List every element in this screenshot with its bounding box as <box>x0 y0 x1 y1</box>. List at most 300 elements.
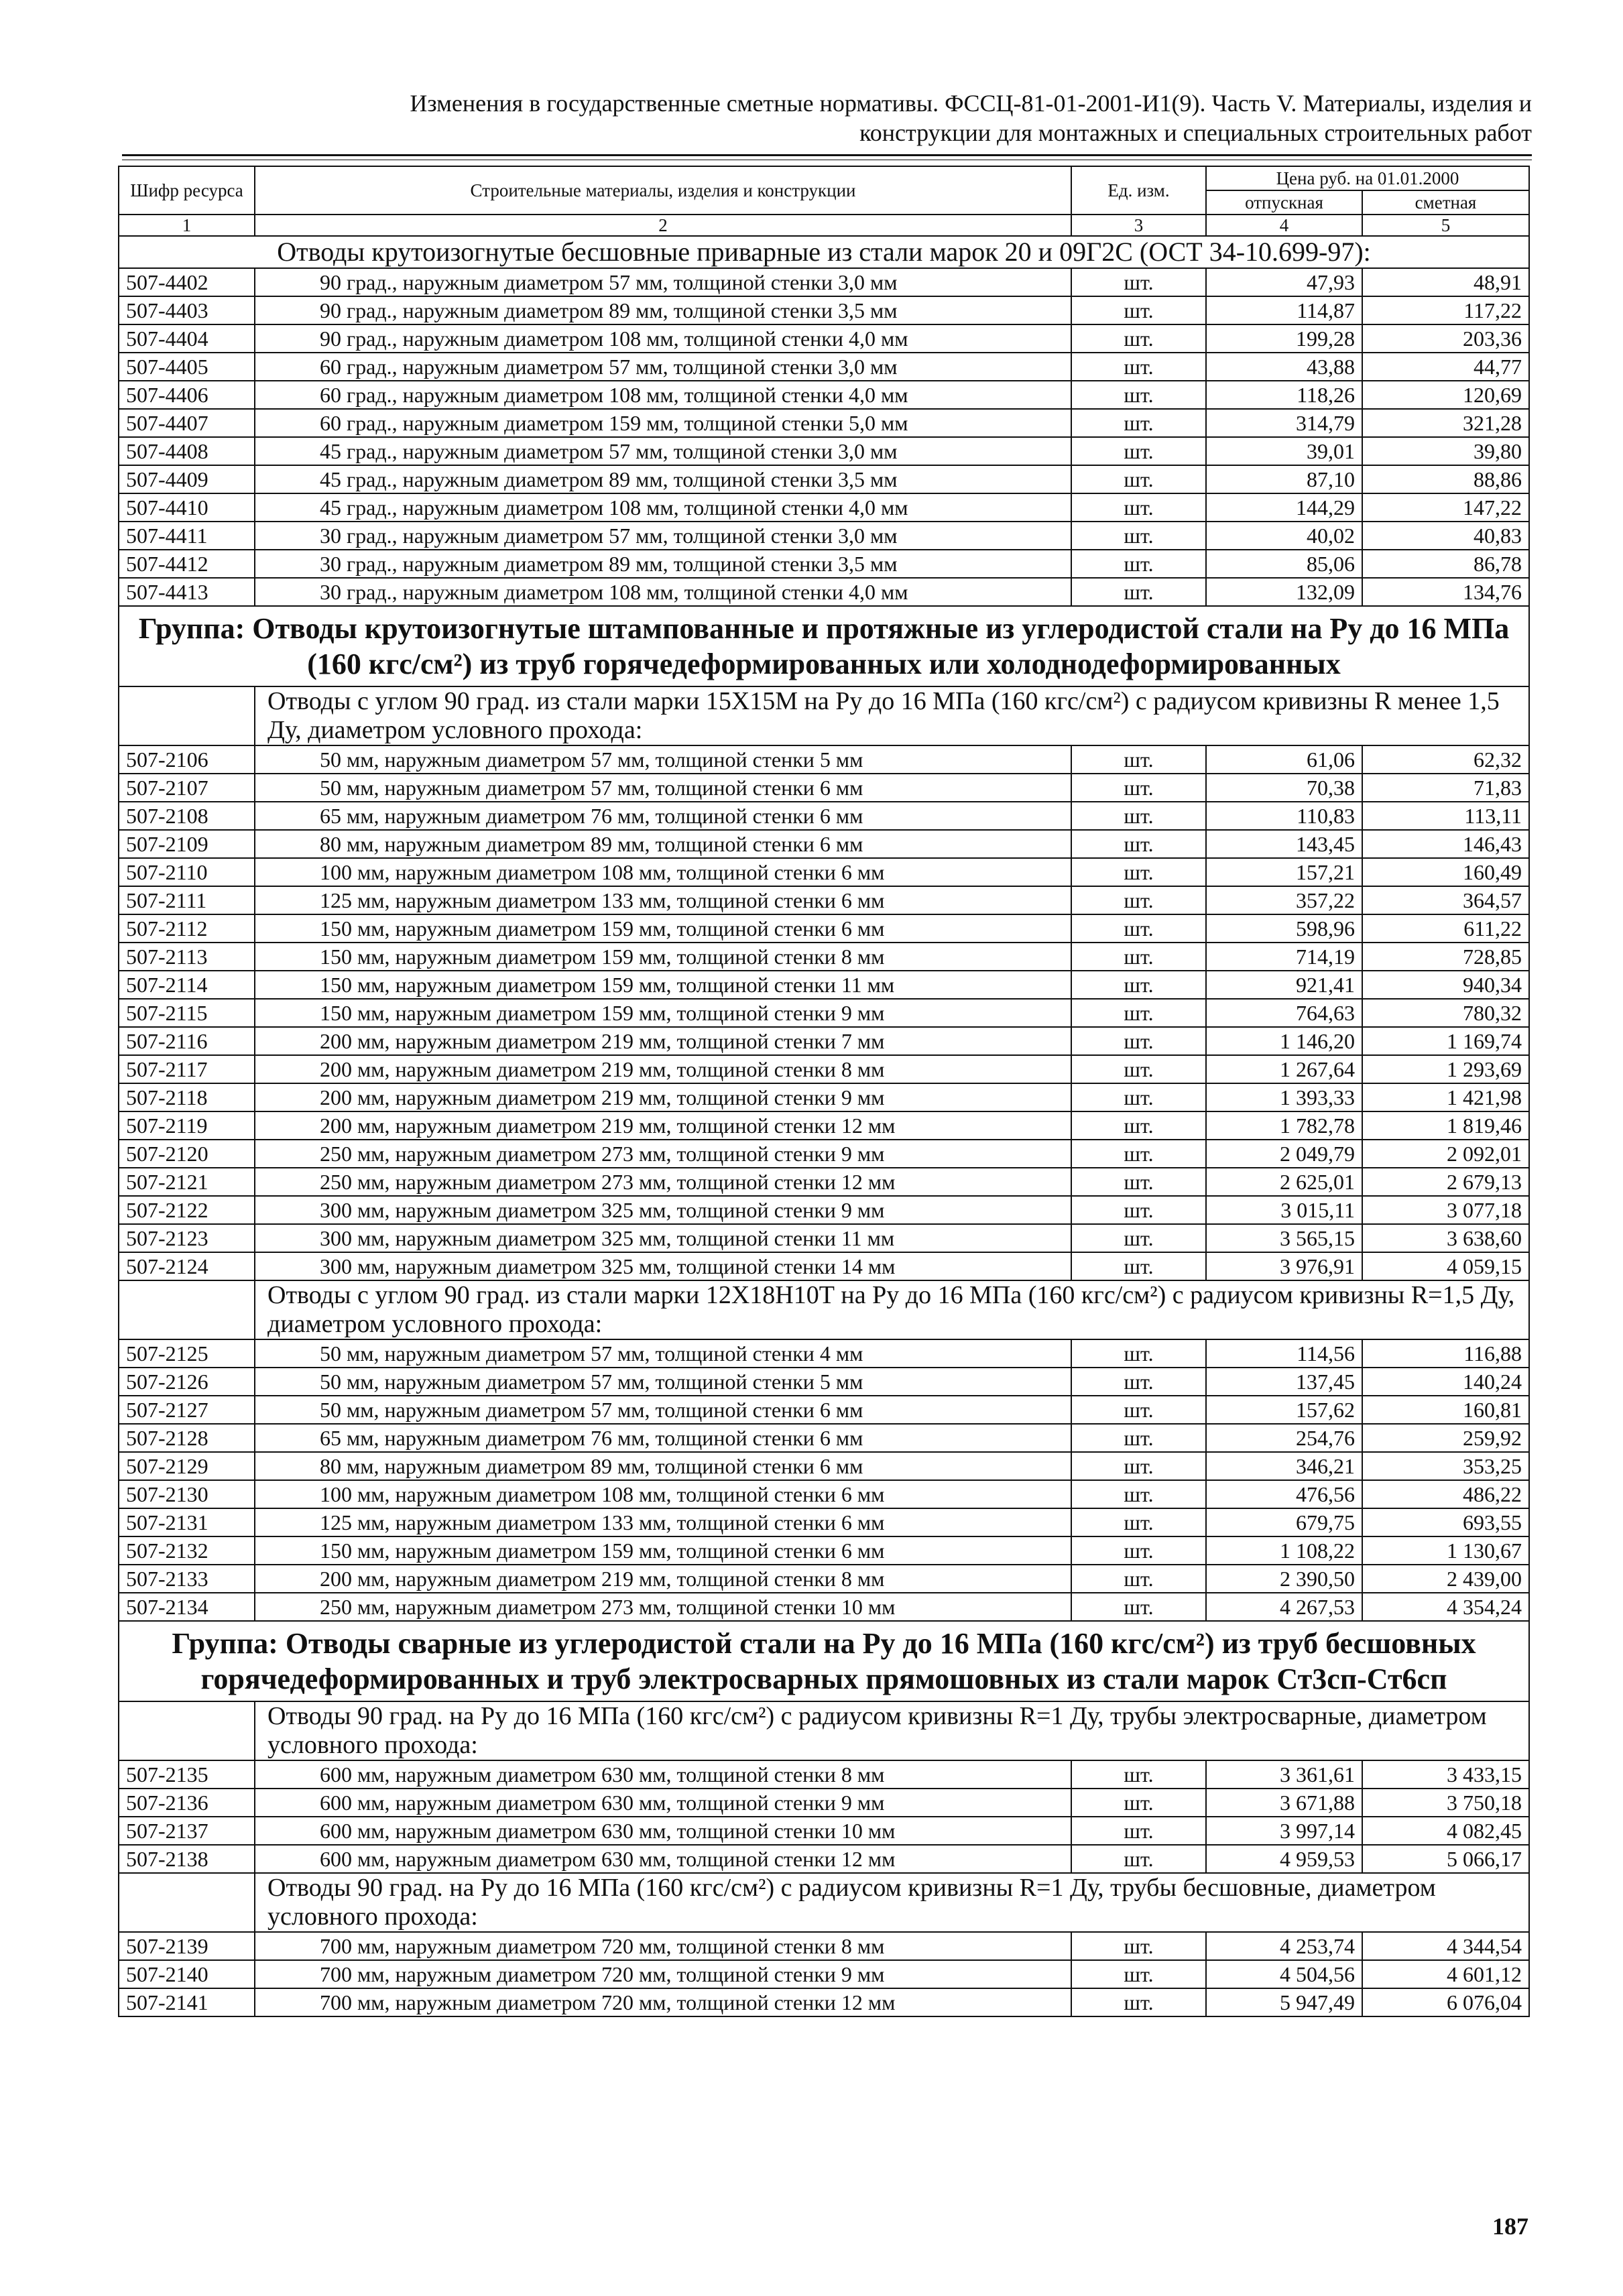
cell-release-price: 679,75 <box>1206 1508 1362 1536</box>
table-row <box>119 1339 1529 1368</box>
cell-name: 600 мм, наружным диаметром 630 мм, толщиной стенки 12 мм <box>255 1845 1071 1873</box>
cell-code: 507-2139 <box>119 1932 255 1960</box>
cell-code: 507-2118 <box>119 1083 255 1111</box>
cell-name: 200 мм, наружным диаметром 219 мм, толщиной стенки 8 мм <box>255 1055 1071 1083</box>
cell-release-price: 61,06 <box>1206 745 1362 774</box>
table-row <box>119 1424 1529 1452</box>
cell-unit: шт. <box>1071 1252 1206 1280</box>
cell-code: 507-2113 <box>119 943 255 971</box>
table-body <box>119 236 1529 2016</box>
cell-code: 507-2137 <box>119 1817 255 1845</box>
cell-unit: шт. <box>1071 437 1206 465</box>
cell-unit: шт. <box>1071 1111 1206 1140</box>
col-header-name: Строительные материалы, изделия и конструкции <box>255 166 1071 215</box>
cell-name: 90 град., наружным диаметром 108 мм, толщиной стенки 4,0 мм <box>255 324 1071 353</box>
subsection-row <box>119 1873 1529 1932</box>
cell-unit: шт. <box>1071 296 1206 324</box>
table-row <box>119 886 1529 914</box>
cell-name: 250 мм, наружным диаметром 273 мм, толщиной стенки 10 мм <box>255 1593 1071 1621</box>
cell-estimate-price: 2 092,01 <box>1362 1140 1529 1168</box>
cell-code: 507-4402 <box>119 268 255 296</box>
cell-estimate-price: 486,22 <box>1362 1480 1529 1508</box>
cell-estimate-price: 3 433,15 <box>1362 1760 1529 1789</box>
cell-estimate-price: 364,57 <box>1362 886 1529 914</box>
cell-estimate-price: 116,88 <box>1362 1339 1529 1368</box>
cell-unit: шт. <box>1071 1083 1206 1111</box>
cell-unit: шт. <box>1071 1988 1206 2016</box>
cell-code: 507-2124 <box>119 1252 255 1280</box>
cell-code: 507-2128 <box>119 1424 255 1452</box>
subsection-heading: Отводы с углом 90 град. из стали марки 15Х15М на Ру до 16 МПа (160 кгс/см²) с радиусом кривизны R менее 1,5 Ду, диаметром условного прохода: <box>255 686 1529 745</box>
cell-code: 507-4410 <box>119 493 255 522</box>
cell-estimate-price: 62,32 <box>1362 745 1529 774</box>
table-row <box>119 1368 1529 1396</box>
cell-release-price: 114,56 <box>1206 1339 1362 1368</box>
table-row <box>119 1452 1529 1480</box>
table-row <box>119 268 1529 296</box>
cell-unit: шт. <box>1071 1168 1206 1196</box>
cell-release-price: 199,28 <box>1206 324 1362 353</box>
group-heading: Группа: Отводы крутоизогнутые штампованные и протяжные из углеродистой стали на Ру до 16 МПа (160 кгс/см²) из труб горячедеформированных или холоднодеформированных <box>119 606 1529 686</box>
cell-release-price: 144,29 <box>1206 493 1362 522</box>
cell-code: 507-2133 <box>119 1565 255 1593</box>
group-row <box>119 1621 1529 1701</box>
cell-estimate-price: 321,28 <box>1362 409 1529 437</box>
cell-release-price: 157,62 <box>1206 1396 1362 1424</box>
empty-code-cell <box>119 686 255 745</box>
cell-release-price: 3 997,14 <box>1206 1817 1362 1845</box>
table-row <box>119 1140 1529 1168</box>
document-header <box>114 88 1532 147</box>
cell-unit: шт. <box>1071 774 1206 802</box>
cell-name: 50 мм, наружным диаметром 57 мм, толщиной стенки 4 мм <box>255 1339 1071 1368</box>
cell-unit: шт. <box>1071 943 1206 971</box>
subsection-heading: Отводы 90 град. на Ру до 16 МПа (160 кгс/см²) с радиусом кривизны R=1 Ду, трубы бесшовные, диаметром условного прохода: <box>255 1873 1529 1932</box>
col-number: 1 <box>119 215 255 236</box>
cell-unit: шт. <box>1071 1817 1206 1845</box>
subsection-heading: Отводы с углом 90 град. из стали марки 12Х18Н10Т на Ру до 16 МПа (160 кгс/см²) с радиусом кривизны R=1,5 Ду, диаметром условного прохода: <box>255 1280 1529 1339</box>
table-row <box>119 1565 1529 1593</box>
cell-name: 150 мм, наружным диаметром 159 мм, толщиной стенки 8 мм <box>255 943 1071 971</box>
group-heading: Группа: Отводы сварные из углеродистой стали на Ру до 16 МПа (160 кгс/см²) из труб бесшовных горячедеформированных и труб электросварных прямошовных из стали марок Ст3сп-Ст6сп <box>119 1621 1529 1701</box>
cell-code: 507-2127 <box>119 1396 255 1424</box>
col-header-code: Шифр ресурса <box>119 166 255 215</box>
cell-code: 507-4405 <box>119 353 255 381</box>
cell-release-price: 3 015,11 <box>1206 1196 1362 1224</box>
cell-name: 50 мм, наружным диаметром 57 мм, толщиной стенки 6 мм <box>255 774 1071 802</box>
cell-unit: шт. <box>1071 1396 1206 1424</box>
cell-name: 300 мм, наружным диаметром 325 мм, толщиной стенки 9 мм <box>255 1196 1071 1224</box>
table-row <box>119 1817 1529 1845</box>
col-header-estimate: сметная <box>1362 190 1529 215</box>
cell-release-price: 110,83 <box>1206 802 1362 830</box>
cell-unit: шт. <box>1071 745 1206 774</box>
cell-name: 45 град., наружным диаметром 108 мм, толщиной стенки 4,0 мм <box>255 493 1071 522</box>
table-row <box>119 1960 1529 1988</box>
col-header-price: Цена руб. на 01.01.2000 <box>1206 166 1529 190</box>
cell-release-price: 87,10 <box>1206 465 1362 493</box>
cell-name: 45 град., наружным диаметром 57 мм, толщиной стенки 3,0 мм <box>255 437 1071 465</box>
cell-name: 300 мм, наружным диаметром 325 мм, толщиной стенки 11 мм <box>255 1224 1071 1252</box>
cell-code: 507-4411 <box>119 522 255 550</box>
header-line-2: конструкции для монтажных и специальных строительных работ <box>859 119 1532 146</box>
cell-release-price: 3 671,88 <box>1206 1789 1362 1817</box>
cell-name: 30 град., наружным диаметром 57 мм, толщиной стенки 3,0 мм <box>255 522 1071 550</box>
cell-code: 507-2119 <box>119 1111 255 1140</box>
table-row <box>119 550 1529 578</box>
cell-unit: шт. <box>1071 1536 1206 1565</box>
cell-unit: шт. <box>1071 522 1206 550</box>
table-row <box>119 1168 1529 1196</box>
cell-release-price: 118,26 <box>1206 381 1362 409</box>
cell-unit: шт. <box>1071 1932 1206 1960</box>
table-row <box>119 381 1529 409</box>
cell-release-price: 70,38 <box>1206 774 1362 802</box>
col-number: 2 <box>255 215 1071 236</box>
cell-estimate-price: 3 750,18 <box>1362 1789 1529 1817</box>
cell-estimate-price: 1 421,98 <box>1362 1083 1529 1111</box>
cell-name: 250 мм, наружным диаметром 273 мм, толщиной стенки 9 мм <box>255 1140 1071 1168</box>
cell-unit: шт. <box>1071 268 1206 296</box>
table-row <box>119 1845 1529 1873</box>
cell-name: 45 град., наружным диаметром 89 мм, толщиной стенки 3,5 мм <box>255 465 1071 493</box>
cell-release-price: 921,41 <box>1206 971 1362 999</box>
cell-release-price: 157,21 <box>1206 858 1362 886</box>
group-row <box>119 606 1529 686</box>
cell-name: 50 мм, наружным диаметром 57 мм, толщиной стенки 5 мм <box>255 745 1071 774</box>
cell-name: 65 мм, наружным диаметром 76 мм, толщиной стенки 6 мм <box>255 1424 1071 1452</box>
cell-name: 200 мм, наружным диаметром 219 мм, толщиной стенки 9 мм <box>255 1083 1071 1111</box>
cell-estimate-price: 1 169,74 <box>1362 1027 1529 1055</box>
cell-code: 507-4403 <box>119 296 255 324</box>
table-row <box>119 1508 1529 1536</box>
table-row <box>119 1111 1529 1140</box>
table-row <box>119 324 1529 353</box>
cell-name: 250 мм, наружным диаметром 273 мм, толщиной стенки 12 мм <box>255 1168 1071 1196</box>
cell-unit: шт. <box>1071 550 1206 578</box>
cell-release-price: 3 361,61 <box>1206 1760 1362 1789</box>
cell-name: 600 мм, наружным диаметром 630 мм, толщиной стенки 9 мм <box>255 1789 1071 1817</box>
cell-release-price: 4 504,56 <box>1206 1960 1362 1988</box>
cell-estimate-price: 71,83 <box>1362 774 1529 802</box>
table-row <box>119 1593 1529 1621</box>
table-row <box>119 745 1529 774</box>
cell-unit: шт. <box>1071 1027 1206 1055</box>
cell-estimate-price: 40,83 <box>1362 522 1529 550</box>
cell-name: 30 град., наружным диаметром 108 мм, толщиной стенки 4,0 мм <box>255 578 1071 606</box>
cell-unit: шт. <box>1071 409 1206 437</box>
cell-unit: шт. <box>1071 1368 1206 1396</box>
cell-code: 507-2111 <box>119 886 255 914</box>
cell-code: 507-2130 <box>119 1480 255 1508</box>
table-row <box>119 1027 1529 1055</box>
table-row <box>119 522 1529 550</box>
cell-name: 600 мм, наружным диаметром 630 мм, толщиной стенки 8 мм <box>255 1760 1071 1789</box>
cell-release-price: 1 393,33 <box>1206 1083 1362 1111</box>
cell-unit: шт. <box>1071 999 1206 1027</box>
cell-estimate-price: 88,86 <box>1362 465 1529 493</box>
cell-estimate-price: 3 638,60 <box>1362 1224 1529 1252</box>
cell-estimate-price: 2 679,13 <box>1362 1168 1529 1196</box>
empty-code-cell <box>119 1701 255 1760</box>
cell-code: 507-4412 <box>119 550 255 578</box>
cell-release-price: 2 390,50 <box>1206 1565 1362 1593</box>
table-row <box>119 1789 1529 1817</box>
cell-estimate-price: 780,32 <box>1362 999 1529 1027</box>
cell-estimate-price: 1 130,67 <box>1362 1536 1529 1565</box>
cell-release-price: 2 049,79 <box>1206 1140 1362 1168</box>
cell-name: 80 мм, наружным диаметром 89 мм, толщиной стенки 6 мм <box>255 1452 1071 1480</box>
cell-name: 30 град., наружным диаметром 89 мм, толщиной стенки 3,5 мм <box>255 550 1071 578</box>
cell-code: 507-2106 <box>119 745 255 774</box>
cell-name: 125 мм, наружным диаметром 133 мм, толщиной стенки 6 мм <box>255 886 1071 914</box>
cell-name: 700 мм, наружным диаметром 720 мм, толщиной стенки 8 мм <box>255 1932 1071 1960</box>
cell-release-price: 39,01 <box>1206 437 1362 465</box>
cell-unit: шт. <box>1071 1424 1206 1452</box>
cell-estimate-price: 940,34 <box>1362 971 1529 999</box>
col-header-unit: Ед. изм. <box>1071 166 1206 215</box>
cell-release-price: 47,93 <box>1206 268 1362 296</box>
cell-estimate-price: 4 601,12 <box>1362 1960 1529 1988</box>
cell-release-price: 4 959,53 <box>1206 1845 1362 1873</box>
cell-release-price: 254,76 <box>1206 1424 1362 1452</box>
cell-unit: шт. <box>1071 914 1206 943</box>
header-rule <box>122 154 1532 156</box>
cell-estimate-price: 259,92 <box>1362 1424 1529 1452</box>
table-row <box>119 1536 1529 1565</box>
table-row <box>119 1224 1529 1252</box>
cell-code: 507-2125 <box>119 1339 255 1368</box>
cell-release-price: 85,06 <box>1206 550 1362 578</box>
cell-release-price: 5 947,49 <box>1206 1988 1362 2016</box>
cell-name: 700 мм, наружным диаметром 720 мм, толщиной стенки 9 мм <box>255 1960 1071 1988</box>
table-row <box>119 802 1529 830</box>
table-row <box>119 1055 1529 1083</box>
cell-release-price: 3 976,91 <box>1206 1252 1362 1280</box>
cell-unit: шт. <box>1071 1480 1206 1508</box>
cell-estimate-price: 353,25 <box>1362 1452 1529 1480</box>
cell-estimate-price: 44,77 <box>1362 353 1529 381</box>
cell-release-price: 43,88 <box>1206 353 1362 381</box>
section-row <box>119 236 1529 268</box>
cell-name: 60 град., наружным диаметром 57 мм, толщиной стенки 3,0 мм <box>255 353 1071 381</box>
cell-name: 150 мм, наружным диаметром 159 мм, толщиной стенки 6 мм <box>255 914 1071 943</box>
cell-unit: шт. <box>1071 465 1206 493</box>
table-row <box>119 465 1529 493</box>
cell-release-price: 1 782,78 <box>1206 1111 1362 1140</box>
cell-estimate-price: 1 293,69 <box>1362 1055 1529 1083</box>
cell-release-price: 132,09 <box>1206 578 1362 606</box>
cell-unit: шт. <box>1071 1196 1206 1224</box>
table-row <box>119 1480 1529 1508</box>
table-row <box>119 999 1529 1027</box>
cell-release-price: 476,56 <box>1206 1480 1362 1508</box>
cell-code: 507-2129 <box>119 1452 255 1480</box>
cell-unit: шт. <box>1071 353 1206 381</box>
cell-code: 507-2112 <box>119 914 255 943</box>
cell-code: 507-4408 <box>119 437 255 465</box>
cell-name: 60 град., наружным диаметром 108 мм, толщиной стенки 4,0 мм <box>255 381 1071 409</box>
table-row <box>119 914 1529 943</box>
cell-code: 507-2115 <box>119 999 255 1027</box>
empty-code-cell <box>119 1280 255 1339</box>
table-row <box>119 1252 1529 1280</box>
cell-name: 80 мм, наружным диаметром 89 мм, толщиной стенки 6 мм <box>255 830 1071 858</box>
cell-estimate-price: 3 077,18 <box>1362 1196 1529 1224</box>
cell-estimate-price: 4 354,24 <box>1362 1593 1529 1621</box>
cell-release-price: 3 565,15 <box>1206 1224 1362 1252</box>
subsection-row <box>119 686 1529 745</box>
cell-unit: шт. <box>1071 578 1206 606</box>
col-header-release: отпускная <box>1206 190 1362 215</box>
cell-unit: шт. <box>1071 1760 1206 1789</box>
cell-code: 507-2109 <box>119 830 255 858</box>
cell-unit: шт. <box>1071 1960 1206 1988</box>
cell-release-price: 714,19 <box>1206 943 1362 971</box>
cell-code: 507-2141 <box>119 1988 255 2016</box>
cell-unit: шт. <box>1071 1224 1206 1252</box>
cell-estimate-price: 4 344,54 <box>1362 1932 1529 1960</box>
cell-name: 200 мм, наружным диаметром 219 мм, толщиной стенки 12 мм <box>255 1111 1071 1140</box>
cell-estimate-price: 48,91 <box>1362 268 1529 296</box>
cell-release-price: 2 625,01 <box>1206 1168 1362 1196</box>
cell-name: 90 град., наружным диаметром 57 мм, толщиной стенки 3,0 мм <box>255 268 1071 296</box>
cell-unit: шт. <box>1071 858 1206 886</box>
cell-code: 507-2117 <box>119 1055 255 1083</box>
cell-name: 150 мм, наружным диаметром 159 мм, толщиной стенки 11 мм <box>255 971 1071 999</box>
cell-code: 507-4407 <box>119 409 255 437</box>
cell-code: 507-2135 <box>119 1760 255 1789</box>
cell-release-price: 4 253,74 <box>1206 1932 1362 1960</box>
cell-code: 507-2121 <box>119 1168 255 1196</box>
cell-unit: шт. <box>1071 1845 1206 1873</box>
col-number: 3 <box>1071 215 1206 236</box>
cell-estimate-price: 1 819,46 <box>1362 1111 1529 1140</box>
cell-name: 100 мм, наружным диаметром 108 мм, толщиной стенки 6 мм <box>255 858 1071 886</box>
empty-code-cell <box>119 1873 255 1932</box>
cell-release-price: 143,45 <box>1206 830 1362 858</box>
cell-code: 507-2107 <box>119 774 255 802</box>
cell-name: 125 мм, наружным диаметром 133 мм, толщиной стенки 6 мм <box>255 1508 1071 1536</box>
table-row <box>119 774 1529 802</box>
cell-code: 507-2123 <box>119 1224 255 1252</box>
col-number: 5 <box>1362 215 1529 236</box>
cell-name: 300 мм, наружным диаметром 325 мм, толщиной стенки 14 мм <box>255 1252 1071 1280</box>
cell-code: 507-2120 <box>119 1140 255 1168</box>
cell-name: 150 мм, наружным диаметром 159 мм, толщиной стенки 9 мм <box>255 999 1071 1027</box>
cell-release-price: 346,21 <box>1206 1452 1362 1480</box>
header-line-1: Изменения в государственные сметные нормативы. ФССЦ-81-01-2001-И1(9). Часть V. Материалы, изделия и <box>410 90 1532 117</box>
cell-code: 507-2131 <box>119 1508 255 1536</box>
cell-code: 507-2134 <box>119 1593 255 1621</box>
cell-name: 100 мм, наружным диаметром 108 мм, толщиной стенки 6 мм <box>255 1480 1071 1508</box>
cell-unit: шт. <box>1071 1452 1206 1480</box>
table-row <box>119 1988 1529 2016</box>
cell-unit: шт. <box>1071 886 1206 914</box>
col-number: 4 <box>1206 215 1362 236</box>
cell-unit: шт. <box>1071 1565 1206 1593</box>
cell-code: 507-2110 <box>119 858 255 886</box>
cell-unit: шт. <box>1071 324 1206 353</box>
cell-code: 507-2138 <box>119 1845 255 1873</box>
cell-code: 507-2140 <box>119 1960 255 1988</box>
cell-name: 200 мм, наружным диаметром 219 мм, толщиной стенки 8 мм <box>255 1565 1071 1593</box>
cell-estimate-price: 160,81 <box>1362 1396 1529 1424</box>
cell-estimate-price: 4 059,15 <box>1362 1252 1529 1280</box>
cell-estimate-price: 203,36 <box>1362 324 1529 353</box>
table-row <box>119 1396 1529 1424</box>
cell-release-price: 4 267,53 <box>1206 1593 1362 1621</box>
cell-estimate-price: 6 076,04 <box>1362 1988 1529 2016</box>
cell-code: 507-4409 <box>119 465 255 493</box>
cell-release-price: 40,02 <box>1206 522 1362 550</box>
table-row <box>119 578 1529 606</box>
cell-unit: шт. <box>1071 493 1206 522</box>
cell-estimate-price: 120,69 <box>1362 381 1529 409</box>
cell-release-price: 314,79 <box>1206 409 1362 437</box>
table-row <box>119 830 1529 858</box>
cell-name: 65 мм, наружным диаметром 76 мм, толщиной стенки 6 мм <box>255 802 1071 830</box>
cell-estimate-price: 160,49 <box>1362 858 1529 886</box>
cell-estimate-price: 117,22 <box>1362 296 1529 324</box>
cell-release-price: 114,87 <box>1206 296 1362 324</box>
table-row <box>119 1196 1529 1224</box>
cell-release-price: 764,63 <box>1206 999 1362 1027</box>
cell-release-price: 1 108,22 <box>1206 1536 1362 1565</box>
cell-code: 507-2132 <box>119 1536 255 1565</box>
cell-estimate-price: 2 439,00 <box>1362 1565 1529 1593</box>
cell-name: 60 град., наружным диаметром 159 мм, толщиной стенки 5,0 мм <box>255 409 1071 437</box>
cell-code: 507-4404 <box>119 324 255 353</box>
price-table <box>118 166 1530 2017</box>
cell-name: 600 мм, наружным диаметром 630 мм, толщиной стенки 10 мм <box>255 1817 1071 1845</box>
cell-unit: шт. <box>1071 1055 1206 1083</box>
cell-unit: шт. <box>1071 971 1206 999</box>
table-row <box>119 858 1529 886</box>
cell-code: 507-2126 <box>119 1368 255 1396</box>
cell-unit: шт. <box>1071 1508 1206 1536</box>
cell-name: 150 мм, наружным диаметром 159 мм, толщиной стенки 6 мм <box>255 1536 1071 1565</box>
cell-estimate-price: 728,85 <box>1362 943 1529 971</box>
cell-name: 90 град., наружным диаметром 89 мм, толщиной стенки 3,5 мм <box>255 296 1071 324</box>
cell-code: 507-2122 <box>119 1196 255 1224</box>
subsection-heading: Отводы 90 град. на Ру до 16 МПа (160 кгс/см²) с радиусом кривизны R=1 Ду, трубы электросварные, диаметром условного прохода: <box>255 1701 1529 1760</box>
table-row <box>119 1083 1529 1111</box>
cell-release-price: 1 146,20 <box>1206 1027 1362 1055</box>
cell-estimate-price: 4 082,45 <box>1362 1817 1529 1845</box>
cell-release-price: 357,22 <box>1206 886 1362 914</box>
cell-unit: шт. <box>1071 802 1206 830</box>
cell-release-price: 1 267,64 <box>1206 1055 1362 1083</box>
cell-estimate-price: 611,22 <box>1362 914 1529 943</box>
cell-code: 507-4406 <box>119 381 255 409</box>
table-row <box>119 971 1529 999</box>
table-row <box>119 1760 1529 1789</box>
cell-release-price: 137,45 <box>1206 1368 1362 1396</box>
subsection-row <box>119 1280 1529 1339</box>
cell-code: 507-2136 <box>119 1789 255 1817</box>
table-row <box>119 409 1529 437</box>
cell-unit: шт. <box>1071 381 1206 409</box>
cell-release-price: 598,96 <box>1206 914 1362 943</box>
table-row <box>119 1932 1529 1960</box>
subsection-row <box>119 1701 1529 1760</box>
cell-estimate-price: 5 066,17 <box>1362 1845 1529 1873</box>
table-row <box>119 437 1529 465</box>
cell-estimate-price: 146,43 <box>1362 830 1529 858</box>
page-number: 187 <box>1492 2213 1528 2240</box>
cell-code: 507-2116 <box>119 1027 255 1055</box>
